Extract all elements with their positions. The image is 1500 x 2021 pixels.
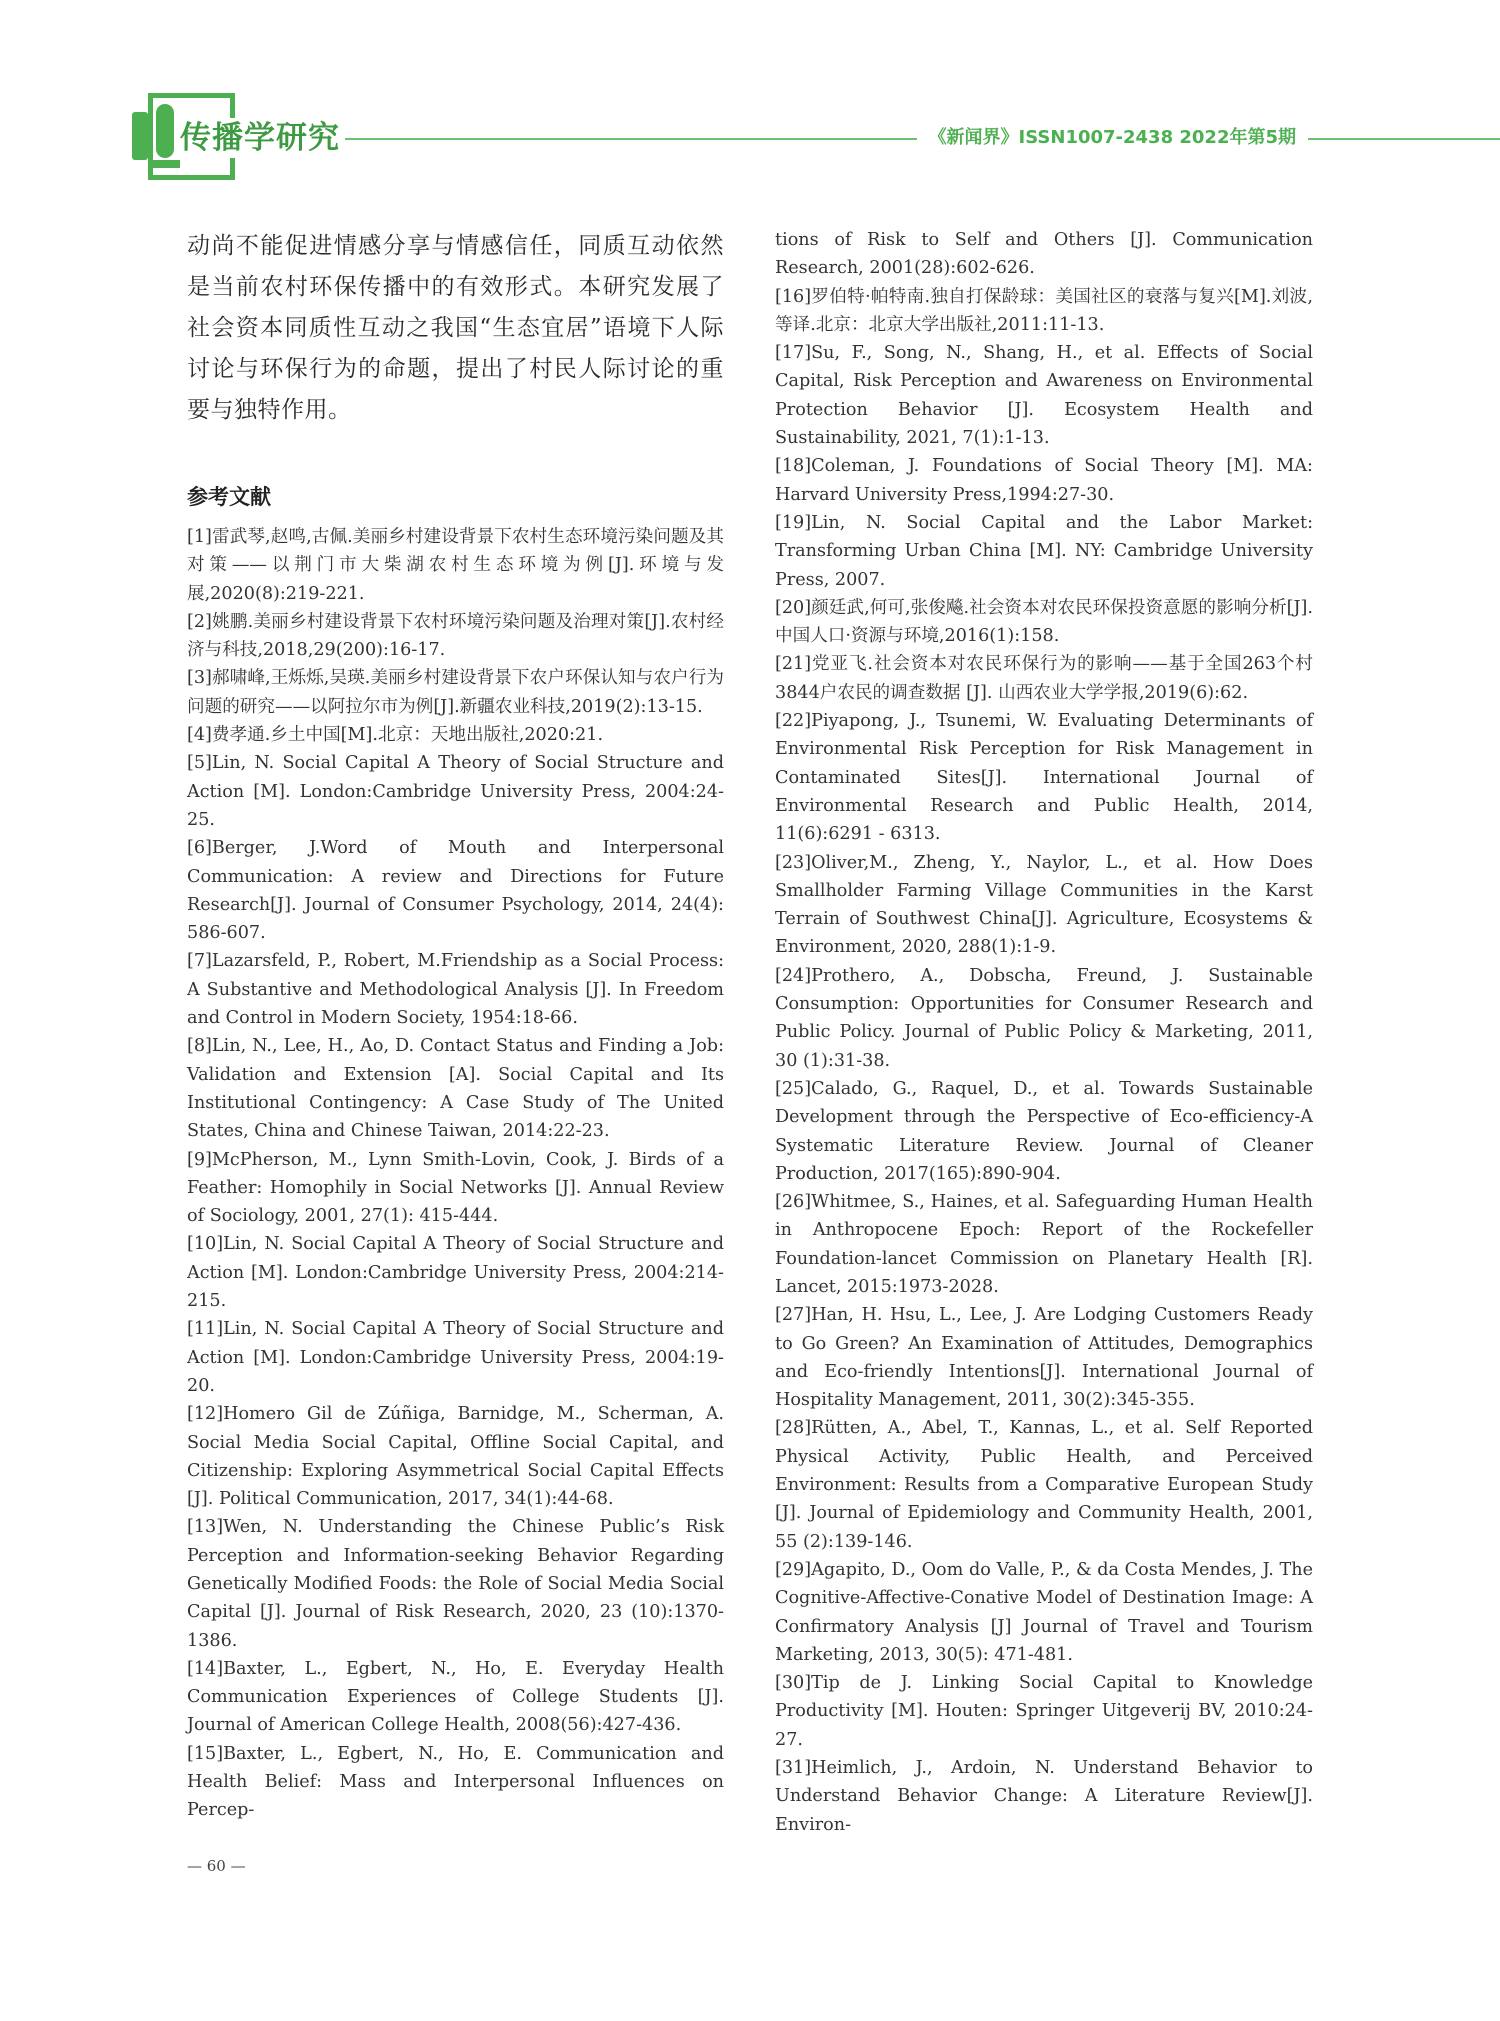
reference-entry: [23]Oliver,M., Zheng, Y., Naylor, L., et al. How Does Smallholder Farming Village Communities in the Karst Terrain of Southwest China[J]. Agriculture, Ecosystems & Environment, 2020, 288(1):1-9. (775, 852, 1313, 958)
reference-entry: [15]Baxter, L., Egbert, N., Ho, E. Communication and Health Belief: Mass and Interpersonal Influences on Percep- (187, 1743, 724, 1821)
reference-entry: [24]Prothero, A., Dobscha, Freund, J. Sustainable Consumption: Opportunities for Consumer Research and Public Policy. Journal of Public Policy & Marketing, 2011, 30 (1):31-38. (775, 965, 1313, 1071)
references-heading: 参考文献 (187, 485, 271, 509)
reference-entry: [26]Whitmee, S., Haines, et al. Safeguarding Human Health in Anthropocene Epoch: Report of the Rockefeller Foundation-lancet Commission on Planetary Health [R]. Lancet, 2015:1973-2028. (775, 1192, 1313, 1297)
reference-entry: [13]Wen, N. Understanding the Chinese Public’s Risk Perception and Information-seeking Behavior Regarding Genetically Modified Foods: the Role of Social Media Social Capital [J]. Journal of Risk Research, 2020, 23 (10):1370-1386. (187, 1517, 724, 1651)
reference-entry: [18]Coleman, J. Foundations of Social Theory [M]. MA: Harvard University Press,1994:27-30. (775, 456, 1313, 505)
journal-info: 《新闻界》ISSN1007-2438 2022年第5期 (917, 124, 1308, 152)
microphone-icon (156, 104, 174, 158)
reference-entry: [11]Lin, N. Social Capital A Theory of Social Structure and Action [M]. London:Cambridge University Press, 2004:19-20. (187, 1319, 724, 1396)
reference-entry: [2]姚鹏.美丽乡村建设背景下农村环境污染问题及治理对策[J].农村经济与科技,2018,29(200):16-17. (187, 611, 724, 661)
reference-entry: [7]Lazarsfeld, P., Robert, M.Friendship as a Social Process: A Substantive and Methodological Analysis [J]. In Freedom and Control in Modern Society, 1954:18-66. (187, 951, 724, 1029)
reference-entry: [30]Tip de J. Linking Social Capital to Knowledge Productivity [M]. Houten: Springer Uitgeverij BV, 2010:24-27. (775, 1673, 1313, 1750)
reference-entry: [17]Su, F., Song, N., Shang, H., et al. Effects of Social Capital, Risk Perception and Awareness on Environmental Protection Behavior [J]. Ecosystem Health and Sustainability, 2021, 7(1):1-13. (775, 343, 1313, 449)
reference-entry: [10]Lin, N. Social Capital A Theory of Social Structure and Action [M]. London:Cambridge University Press, 2004:214-215. (187, 1234, 724, 1312)
reference-entry: [28]Rütten, A., Abel, T., Kannas, L., et al. Self Reported Physical Activity, Public Health, and Perceived Environment: Results from a Comparative European Study [J]. Journal of Epidemiology and Community Health, 2001, 55 (2):139-146. (775, 1418, 1313, 1552)
reference-entry: [21]党亚飞.社会资本对农民环保行为的影响——基于全国263个村3844户农民的调查数据 [J]. 山西农业大学学报,2019(6):62. (775, 654, 1313, 703)
section-title: 传播学研究 (180, 120, 340, 156)
reference-list-left (187, 523, 724, 1825)
reference-entry: [22]Piyapong, J., Tsunemi, W. Evaluating Determinants of Environmental Risk Perception for Risk Management in Contaminated Sites[J]. International Journal of Environmental Research and Public Health, 2014, 11(6):6291 - 6313. (775, 711, 1313, 845)
reference-entry: [14]Baxter, L., Egbert, N., Ho, E. Everyday Health Communication Experiences of College Students [J]. Journal of American College Health, 2008(56):427-436. (187, 1658, 724, 1736)
reference-entry: [4]费孝通.乡土中国[M].北京：天地出版社,2020:21. (187, 725, 604, 746)
reference-entry: [16]罗伯特·帕特南.独自打保龄球：美国社区的衰落与复兴[M].刘波,等译.北京：北京大学出版社,2011:11-13. (775, 286, 1313, 335)
reference-entry: [3]郝啸峰,王烁烁,吴瑛.美丽乡村建设背景下农户环保认知与农户行为问题的研究——以阿拉尔市为例[J].新疆农业科技,2019(2):13-15. (187, 668, 724, 717)
reference-entry: [25]Calado, G., Raquel, D., et al. Towards Sustainable Development through the Perspective of Eco-efficiency-A Systematic Literature Review. Journal of Cleaner Production, 2017(165):890-904. (775, 1078, 1313, 1184)
reference-entry: [19]Lin, N. Social Capital and the Labor Market: Transforming Urban China [M]. NY: Cambridge University Press, 2007. (775, 512, 1313, 590)
body-paragraph: 动尚不能促进情感分享与情感信任，同质互动依然是当前农村环保传播中的有效形式。本研究发展了社会资本同质性互动之我国“生态宜居”语境下人际讨论与环保行为的命题，提出了村民人际讨论的重要与独特作用。 (187, 233, 724, 423)
reference-entry: [20]颜廷武,何可,张俊飚.社会资本对农民环保投资意愿的影响分析[J].中国人口·资源与环境,2016(1):158. (775, 597, 1313, 647)
logo-left-bar (132, 112, 148, 160)
reference-entry: [31]Heimlich, J., Ardoin, N. Understand Behavior to Understand Behavior Change: A Literature Review[J]. Environ- (775, 1758, 1313, 1835)
reference-entry: [9]McPherson, M., Lynn Smith-Lovin, Cook, J. Birds of a Feather: Homophily in Social Networks [J]. Annual Review of Sociology, 2001, 27(1): 415-444. (187, 1149, 724, 1227)
reference-entry: [1]雷武琴,赵鸣,古佩.美丽乡村建设背景下农村生态环境污染问题及其对策——以荆门市大柴湖农村生态环境为例[J].环境与发展,2020(8):219-221. (187, 527, 724, 604)
left-column (187, 226, 724, 1825)
reference-list-right (775, 226, 1313, 1839)
reference-entry: [8]Lin, N., Lee, H., Ao, D. Contact Status and Finding a Job: Validation and Extension [A]. Social Capital and Its Institutional Contingency: A Case Study of The United States, China and Chinese Taiwan, 2014:22-23. (187, 1036, 724, 1142)
reference-entry: [6]Berger, J.Word of Mouth and Interpersonal Communication: A review and Directions for Future Research[J]. Journal of Consumer Psychology, 2014, 24(4): 586-607. (187, 838, 724, 944)
reference-entry: tions of Risk to Self and Others [J]. Communication Research, 2001(28):602-626. (775, 230, 1313, 279)
reference-entry: [5]Lin, N. Social Capital A Theory of Social Structure and Action [M]. London:Cambridge University Press, 2004:24-25. (187, 753, 724, 830)
right-column (775, 226, 1313, 1839)
reference-entry: [27]Han, H. Hsu, L., Lee, J. Are Lodging Customers Ready to Go Green? An Examination of Attitudes, Demographics and Eco-friendly Intentions[J]. International Journal of Hospitality Management, 2011, 30(2):345-355. (775, 1305, 1313, 1411)
reference-entry: [12]Homero Gil de Zúñiga, Barnidge, M., Scherman, A. Social Media Social Capital, Offline Social Capital, and Citizenship: Exploring Asymmetrical Social Capital Effects [J]. Political Communication, 2017, 34(1):44-68. (187, 1404, 724, 1510)
logo-base-bar (150, 160, 180, 168)
reference-entry: [29]Agapito, D., Oom do Valle, P., & da Costa Mendes, J. The Cognitive-Affective-Conative Model of Destination Image: A Confirmatory Analysis [J] Journal of Travel and Tourism Marketing, 2013, 30(5): 471-481. (775, 1559, 1313, 1665)
page-number: — 60 — (187, 1857, 246, 1875)
